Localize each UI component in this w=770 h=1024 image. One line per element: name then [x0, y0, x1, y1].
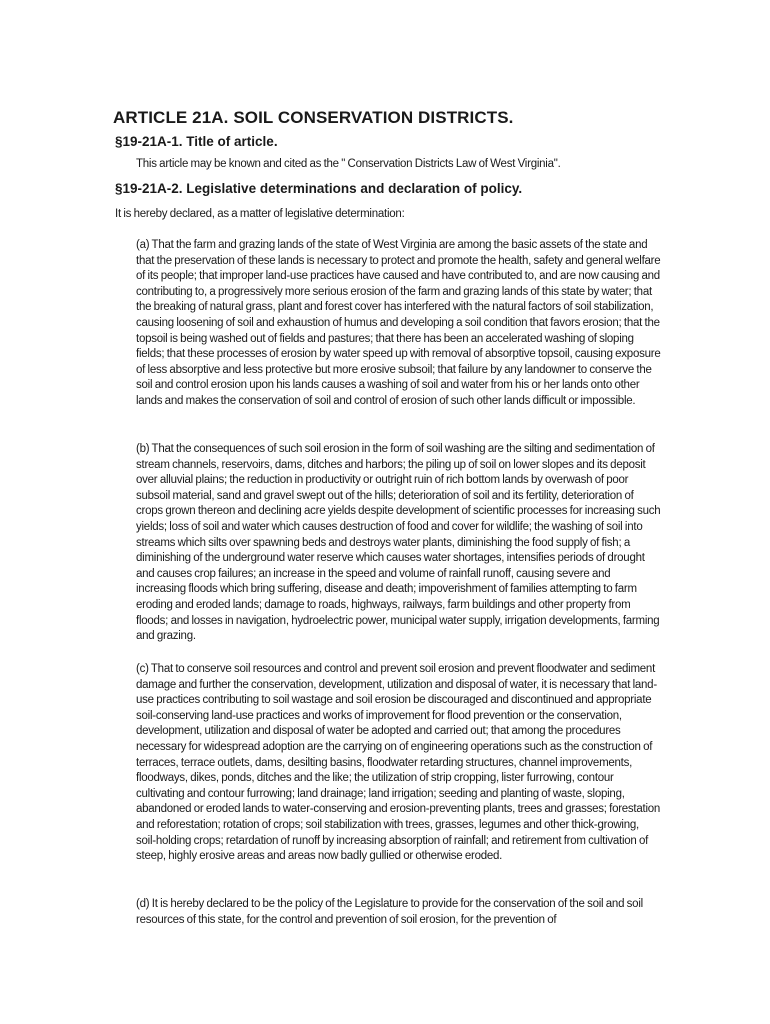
section-heading-title-of-article: §19-21A-1. Title of article. [115, 134, 278, 149]
paragraph-a: (a) That the farm and grazing lands of the state of West Virginia are among the basic assets of the state and that the preservation of these lands is necessary to protect and promote the health, safety and general welfare of its people; that improper land-use practices have caused and have contributed to, and are now causing and contributing to, a progressively more serious erosion of the farm and grazing lands of this state by water; that the breaking of natural grass, plant and forest cover has interfered with the natural factors of soil stabilization, causing loosening of soil and exhaustion of humus and developing a soil condition that favors erosion; that the topsoil is being washed out of fields and pastures; that there has been an accelerated washing of sloping fields; that these processes of erosion by water speed up with removal of absorptive topsoil, causing exposure of less absorptive and less protective but more erosive subsoil; that failure by any landowner to conserve the soil and control erosion upon his lands causes a washing of soil and water from his or her lands onto other lands and makes the conservation of soil and control of erosion of such other lands difficult or impossible. [136, 239, 661, 407]
paragraph-b: (b) That the consequences of such soil erosion in the form of soil washing are the silting and sedimentation of stream channels, reservoirs, dams, ditches and harbors; the piling up of soil on lower slopes and its deposit over alluvial plains; the reduction in productivity or outright ruin of rich bottom lands by overwash of poor subsoil material, sand and gravel swept out of the hills; deterioration of soil and its fertility, deterioration of crops grown thereon and declining acre yields despite development of scientific processes for increasing such yields; loss of soil and water which causes destruction of food and cover for wildlife; the washing of soil into streams which silts over spawning beds and destroys water plants, diminishing the food supply of fish; a diminishing of the underground water reserve which causes water shortages, intensifies periods of drought and causes crop failures; an increase in the speed and volume of rainfall runoff, causing severe and increasing floods which bring suffering, disease and death; impoverishment of families attempting to farm eroding and eroded lands; damage to roads, highways, railways, farm buildings and other property from floods; and losses in navigation, hydroelectric power, municipal water supply, irrigation developments, farming and grazing. [136, 443, 661, 643]
section-intro-text: It is hereby declared, as a matter of legislative determination: [115, 208, 405, 220]
article-title: ARTICLE 21A. SOIL CONSERVATION DISTRICTS. [113, 108, 514, 127]
section-heading-legislative-determinations: §19-21A-2. Legislative determinations and declaration of policy. [115, 181, 523, 196]
section-citation-text: This article may be known and cited as the " Conservation Districts Law of West Virginia". [136, 158, 561, 170]
paragraph-d: (d) It is hereby declared to be the policy of the Legislature to provide for the conservation of the soil and soil resources of this state, for the control and prevention of soil erosion, for the prevention of [136, 898, 643, 926]
paragraph-c: (c) That to conserve soil resources and control and prevent soil erosion and prevent floodwater and sediment damage and further the conservation, development, utilization and disposal of water, it is necessary that land-use practices contributing to soil wastage and soil erosion be discouraged and discontinued and appropriate soil-conserving land-use practices and works of improvement for flood prevention or the conservation, development, utilization and disposal of water be adopted and carried out; that among the procedures necessary for widespread adoption are the carrying on of engineering operations such as the construction of terraces, terrace outlets, dams, desilting basins, floodwater retarding structures, channel improvements, floodways, dikes, ponds, ditches and the like; the utilization of strip cropping, lister furrowing, contour cultivating and contour furrowing; land drainage; land irrigation; seeding and planting of waste, sloping, abandoned or eroded lands to water-conserving and erosion-preventing plants, trees and grasses; forestation and reforestation; rotation of crops; soil stabilization with trees, grasses, legumes and other thick-growing, soil-holding crops; retardation of runoff by increasing absorption of rainfall; and retirement from cultivation of steep, highly erosive areas and areas now badly gullied or otherwise eroded. [136, 663, 661, 863]
